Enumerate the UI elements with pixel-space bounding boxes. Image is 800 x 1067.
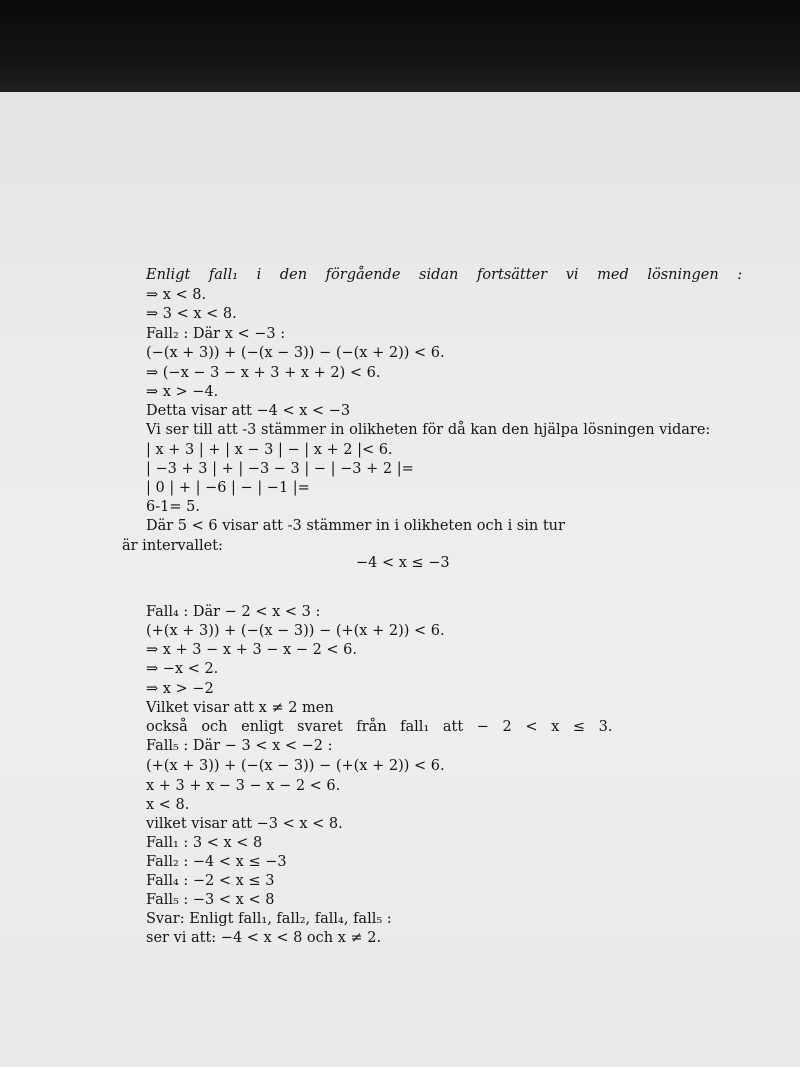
- math-line: | x + 3 | + | x − 3 | − | x + 2 |< 6.: [146, 442, 393, 458]
- document-page: [0, 92, 800, 1067]
- text-line: är intervallet:: [122, 538, 223, 554]
- intro-line: Enligt fall₁ i den förgående sidan fortsätter vi med lösningen :: [146, 267, 743, 283]
- text-line: Där 5 < 6 visar att -3 stämmer in i olikheten och i sin tur: [146, 518, 565, 534]
- answer-line: Svar: Enligt fall₁, fall₂, fall₄, fall₅ :: [146, 911, 392, 927]
- math-line: x < 8.: [146, 797, 190, 813]
- text-line: vilket visar att −3 < x < 8.: [146, 816, 343, 832]
- math-line: | 0 | + | −6 | − | −1 |=: [146, 480, 310, 496]
- summary-line: Fall₁ : 3 < x < 8: [146, 835, 263, 851]
- math-line: ⇒ x + 3 − x + 3 − x − 2 < 6.: [146, 642, 358, 658]
- math-line: x + 3 + x − 3 − x − 2 < 6.: [146, 778, 341, 794]
- text-line: Vi ser till att -3 stämmer in olikheten för då kan den hjälpa lösningen vidare:: [146, 422, 711, 438]
- math-line: ⇒ x > −2: [146, 681, 214, 697]
- text-line: Detta visar att −4 < x < −3: [146, 403, 351, 419]
- math-line: (+(x + 3)) + (−(x − 3)) − (+(x + 2)) < 6.: [146, 758, 445, 774]
- math-line: | −3 + 3 | + | −3 − 3 | − | −3 + 2 |=: [146, 461, 414, 477]
- math-line: ⇒ x > −4.: [146, 384, 219, 400]
- case-heading: Fall₅ : Där − 3 < x < −2 :: [146, 738, 333, 754]
- answer-line: ser vi att: −4 < x < 8 och x ≠ 2.: [146, 930, 382, 946]
- summary-line: Fall₂ : −4 < x ≤ −3: [146, 854, 287, 870]
- summary-line: Fall₅ : −3 < x < 8: [146, 892, 275, 908]
- math-line: ⇒ x < 8.: [146, 287, 207, 303]
- text-line: Vilket visar att x ≠ 2 men: [146, 700, 334, 716]
- case-heading: Fall₂ : Där x < −3 :: [146, 326, 286, 342]
- math-line: ⇒ 3 < x < 8.: [146, 306, 237, 322]
- monitor-bezel: [0, 0, 800, 92]
- summary-line: Fall₄ : −2 < x ≤ 3: [146, 873, 275, 889]
- text-line: också och enligt svaret från fall₁ att − 2 < x ≤ 3.: [146, 719, 613, 735]
- math-line: (+(x + 3)) + (−(x − 3)) − (+(x + 2)) < 6.: [146, 623, 445, 639]
- math-line: (−(x + 3)) + (−(x − 3)) − (−(x + 2)) < 6.: [146, 345, 445, 361]
- math-line: ⇒ −x < 2.: [146, 661, 219, 677]
- case-heading: Fall₄ : Där − 2 < x < 3 :: [146, 604, 321, 620]
- centered-result: −4 < x ≤ −3: [356, 555, 450, 571]
- math-line: ⇒ (−x − 3 − x + 3 + x + 2) < 6.: [146, 365, 381, 381]
- math-line: 6-1= 5.: [146, 499, 200, 515]
